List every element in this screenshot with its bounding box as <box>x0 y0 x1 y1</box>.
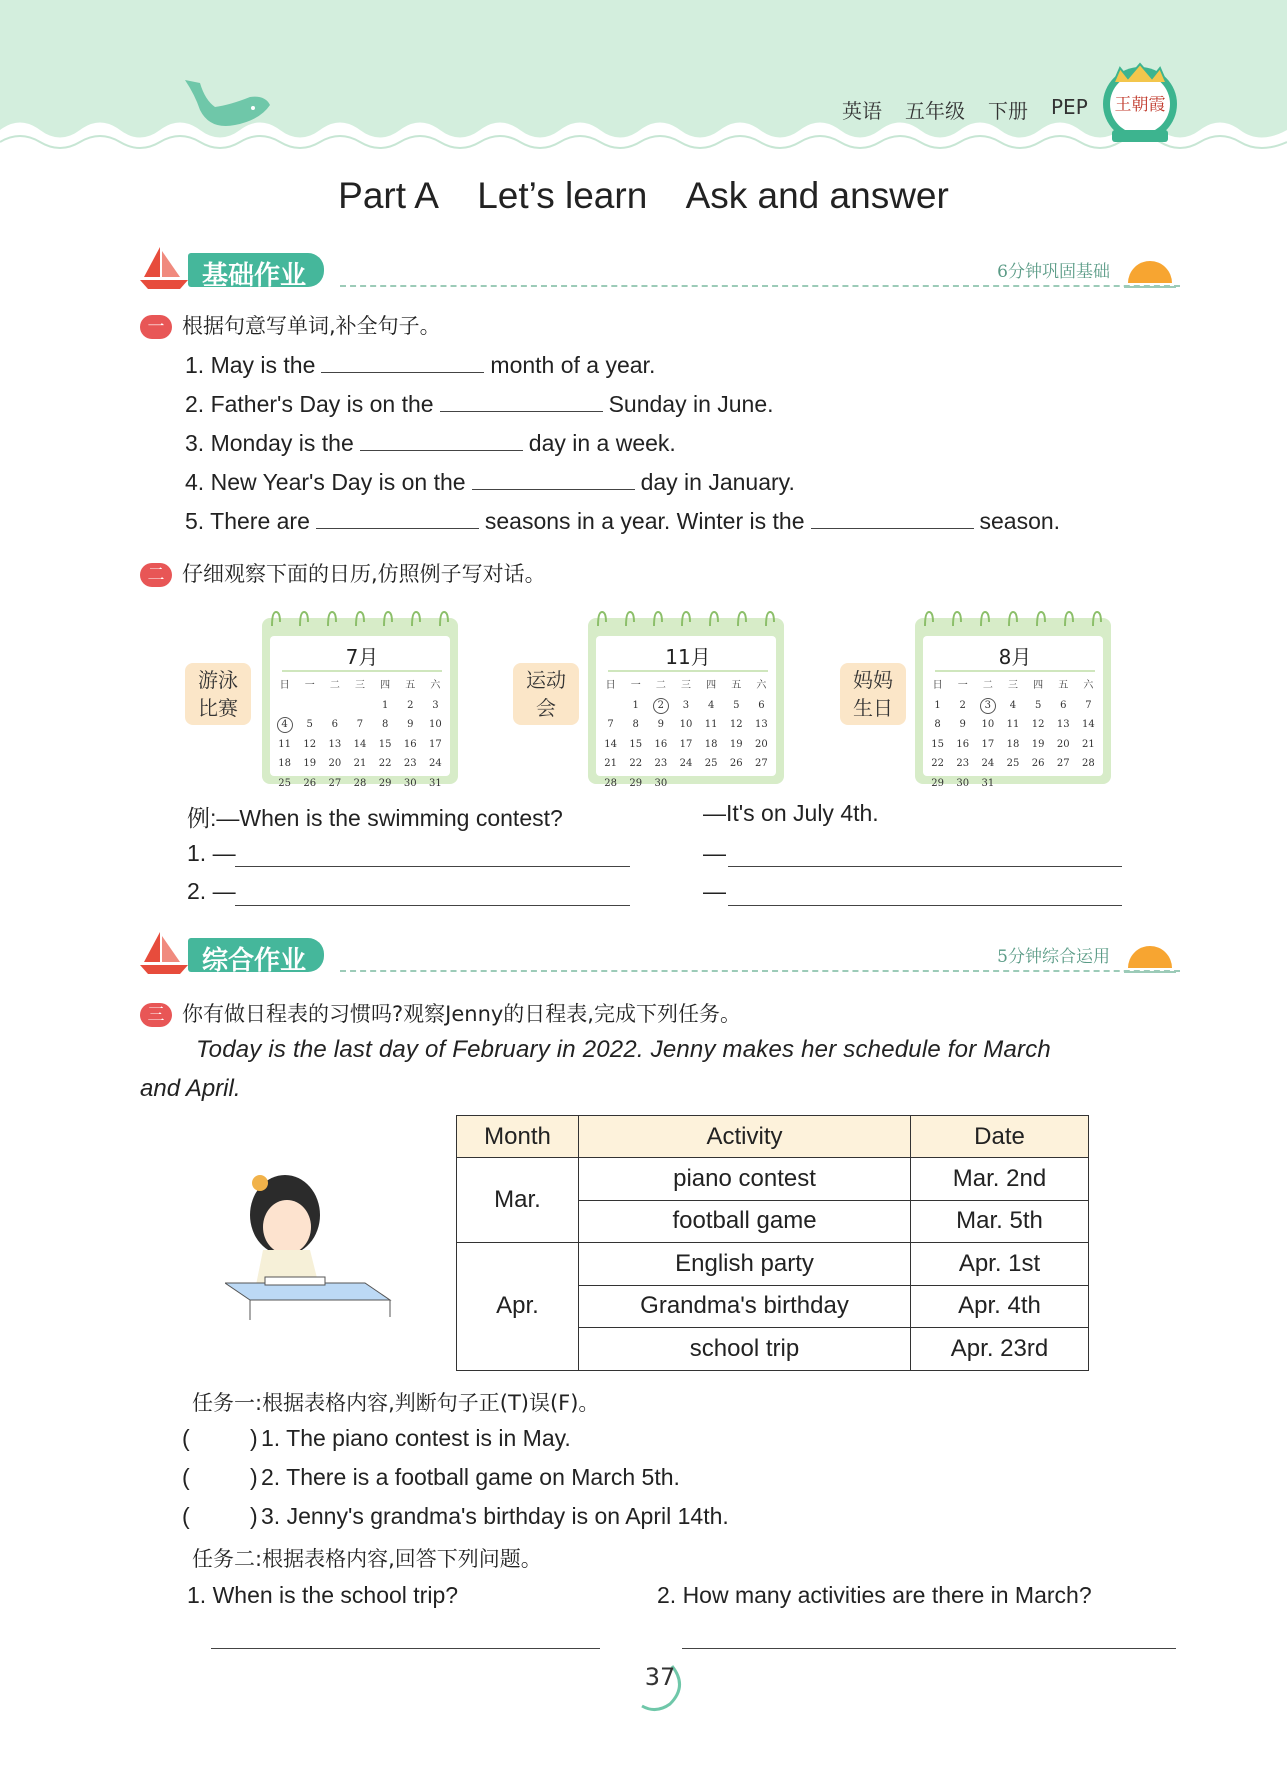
calendar-day <box>1026 774 1051 794</box>
dialog-line-label: 1. — <box>187 840 236 866</box>
calendar-day <box>699 774 724 794</box>
calendar-month: 8月 <box>935 642 1095 672</box>
calendar-day: 8 <box>381 719 389 730</box>
weekday-label: 五 <box>1058 680 1069 691</box>
question-item: 2. How many activities are there in March? <box>657 1582 1092 1608</box>
calendar-day: 28 <box>353 777 367 789</box>
calendar-day: 16 <box>956 738 970 750</box>
calendar-day: 4 <box>707 699 715 711</box>
calendar-day: 3 <box>682 699 690 711</box>
calendar-day: 28 <box>604 777 617 789</box>
calendar-day: 13 <box>1056 719 1070 730</box>
answer-line[interactable] <box>728 905 1122 906</box>
calendar-week <box>272 754 448 774</box>
calendar-day <box>673 774 698 794</box>
calendar-rings-icon <box>262 610 458 630</box>
answer-line[interactable] <box>211 1648 600 1649</box>
sailboat-icon <box>140 245 190 291</box>
weekday-label: 四 <box>706 680 717 691</box>
answer-blank[interactable] <box>811 509 974 529</box>
calendar-day: 21 <box>353 758 367 769</box>
answer-blank[interactable] <box>321 353 484 373</box>
calendar-week <box>598 735 774 755</box>
calendar-day <box>1000 774 1025 794</box>
answer-line[interactable] <box>728 866 1122 867</box>
calendar-day: 16 <box>654 738 668 750</box>
month-cell: Apr. <box>457 1243 579 1371</box>
calendar-day: 4 <box>1009 699 1017 711</box>
calendar-day <box>347 696 372 716</box>
weekday-label: 日 <box>279 680 290 691</box>
section-divider <box>340 285 1180 287</box>
calendar-day: 27 <box>328 777 342 789</box>
calendar-grid <box>272 676 448 793</box>
calendar-day: 26 <box>303 777 317 789</box>
calendar-day: 12 <box>1031 719 1045 730</box>
title-lesson: Let’s learn <box>477 175 648 216</box>
calendar-day: 7 <box>607 719 614 730</box>
calendar-day: 29 <box>931 777 944 789</box>
header-edition: PEP <box>1051 95 1088 119</box>
calendar-day: 18 <box>278 758 291 769</box>
calendar-week <box>925 754 1101 774</box>
weekday-label: 六 <box>430 680 441 691</box>
dialog-line-label: 2. — <box>187 878 236 904</box>
sailboat-icon <box>140 930 190 976</box>
sunset-icon <box>1120 942 1180 978</box>
section-basic-header <box>140 245 1180 295</box>
calendar-day: 22 <box>378 758 392 769</box>
calendar-day: 14 <box>353 738 367 750</box>
calendar-day: 4 <box>272 715 297 735</box>
calendar-day: 20 <box>328 758 342 769</box>
weekday-label: 五 <box>731 680 742 691</box>
example-answer: —It's on July 4th. <box>703 800 879 826</box>
girl-studying-illustration <box>225 1165 400 1325</box>
calendar-day: 26 <box>729 758 743 769</box>
calendar-week <box>925 715 1101 735</box>
calendar-day: 12 <box>729 719 743 730</box>
calendar-day: 10 <box>981 719 995 730</box>
task-1-instruction: 任务一:根据表格内容,判断句子正(T)误(F)。 <box>192 1391 600 1415</box>
event-tag-line: 比赛 <box>198 696 238 720</box>
calendar-month: 11月 <box>608 642 768 672</box>
answer-line[interactable] <box>682 1648 1176 1649</box>
section-label: 综合作业 <box>188 938 324 972</box>
date-cell: Mar. 2nd <box>911 1158 1089 1201</box>
calendar-day: 24 <box>429 758 442 769</box>
weekday-label: 二 <box>982 680 993 691</box>
calendar-card <box>588 618 784 789</box>
section-note: 5分钟综合运用 <box>997 947 1110 967</box>
calendar-day: 31 <box>429 777 442 789</box>
calendar-day: 25 <box>278 777 291 789</box>
calendar-week <box>272 696 448 716</box>
calendar-day <box>322 696 347 716</box>
calendar-day: 23 <box>956 758 970 769</box>
calendar-day: 17 <box>679 738 693 750</box>
calendar-day: 6 <box>758 699 765 711</box>
calendar-day: 9 <box>657 719 665 730</box>
question-instruction: 根据句意写单词,补全句子。 <box>182 314 441 338</box>
question-item: 1. When is the school trip? <box>187 1582 459 1608</box>
calendar-grid <box>925 676 1101 793</box>
event-tag-line: 会 <box>536 696 556 720</box>
calendar-day: 2 <box>648 696 673 716</box>
calendar-day: 21 <box>1082 738 1095 750</box>
calendar-day: 11 <box>704 719 718 730</box>
table-header: Activity <box>579 1116 911 1158</box>
true-false-item: ( ) 1. The piano contest is in May. <box>182 1425 571 1451</box>
passage-line-1: Today is the last day of February in 2022. Jenny makes her schedule for March <box>196 1036 1051 1063</box>
event-tag-line: 运动 <box>526 668 566 692</box>
calendar-day: 7 <box>356 719 364 730</box>
calendar-day: 5 <box>733 699 740 711</box>
calendar-day <box>1051 774 1076 794</box>
calendar-day <box>724 774 749 794</box>
calendar-week <box>598 774 774 794</box>
calendar-day: 14 <box>604 738 617 750</box>
table-header: Month <box>457 1116 579 1158</box>
calendar-day: 21 <box>604 758 617 769</box>
question-2-heading <box>140 558 546 588</box>
table-header: Date <box>911 1116 1089 1158</box>
section-note: 6分钟巩固基础 <box>997 262 1110 282</box>
question-number-badge: 一 <box>140 315 172 339</box>
calendar-day: 30 <box>403 777 417 789</box>
weekday-row <box>272 676 448 696</box>
calendar-day: 17 <box>429 738 442 750</box>
fill-blank-line: 1. May is the month of a year. <box>185 352 656 378</box>
calendar-day <box>297 696 322 716</box>
date-cell: Mar. 5th <box>911 1200 1089 1243</box>
weekday-label: 四 <box>1033 680 1044 691</box>
calendar-rings-icon <box>588 610 784 630</box>
calendar-day: 25 <box>1006 758 1020 769</box>
calendar-day: 6 <box>331 719 339 730</box>
calendar-day: 2 <box>959 699 966 711</box>
calendar-week <box>272 774 448 794</box>
calendar-week <box>272 715 448 735</box>
question-instruction: 你有做日程表的习惯吗?观察Jenny的日程表,完成下列任务。 <box>182 1002 741 1026</box>
calendar-day: 9 <box>959 719 966 730</box>
calendar-day: 29 <box>378 777 392 789</box>
calendar-day: 12 <box>303 738 317 750</box>
calendar-day: 18 <box>704 738 718 750</box>
dialog-dash: — <box>703 840 726 866</box>
calendar-day <box>598 696 623 716</box>
calendar-day: 9 <box>407 719 414 730</box>
weekday-row <box>598 676 774 696</box>
calendar-day: 20 <box>1056 738 1070 750</box>
calendar-day: 15 <box>931 738 944 750</box>
activity-cell: football game <box>579 1200 911 1243</box>
calendar-day: 3 <box>975 696 1000 716</box>
fill-blank-line: 4. New Year's Day is on the day in January. <box>185 469 795 495</box>
calendar-day: 11 <box>1006 719 1020 730</box>
weekday-label: 二 <box>329 680 340 691</box>
calendar-day: 13 <box>755 719 768 730</box>
question-instruction: 仔细观察下面的日历,仿照例子写对话。 <box>182 562 546 586</box>
whale-icon <box>175 75 275 135</box>
date-cell: Apr. 4th <box>911 1285 1089 1328</box>
calendar-week <box>598 696 774 716</box>
weekday-label: 一 <box>957 680 968 691</box>
event-tag <box>185 663 251 725</box>
calendar-month: 7月 <box>282 642 442 672</box>
calendar-day: 10 <box>429 719 442 730</box>
activity-cell: Grandma's birthday <box>579 1285 911 1328</box>
calendar-day: 19 <box>729 738 743 750</box>
calendar-grid <box>598 676 774 793</box>
activity-cell: English party <box>579 1243 911 1286</box>
calendar-day: 30 <box>654 777 668 789</box>
calendar-week <box>272 735 448 755</box>
weekday-label: 六 <box>756 680 767 691</box>
fill-blank-line: 5. There are seasons in a year. Winter is the season. <box>185 508 1061 534</box>
fill-blank-line: 3. Monday is the day in a week. <box>185 430 676 456</box>
activity-cell: piano contest <box>579 1158 911 1201</box>
page-number: 37 <box>644 1663 676 1691</box>
calendar-day: 1 <box>381 699 389 711</box>
calendar-day: 8 <box>632 719 639 730</box>
question-number-badge: 二 <box>140 563 172 587</box>
answer-blank[interactable] <box>360 431 523 451</box>
calendar-day: 6 <box>1060 699 1067 711</box>
calendar-week <box>925 696 1101 716</box>
answer-line[interactable] <box>235 866 630 867</box>
weekday-label: 二 <box>655 680 666 691</box>
calendar-day: 7 <box>1085 699 1092 711</box>
calendar-card <box>262 618 458 789</box>
answer-blank[interactable] <box>472 470 635 490</box>
fill-blank-line: 2. Father's Day is on the Sunday in June. <box>185 391 774 417</box>
calendar-week <box>598 715 774 735</box>
calendar-day: 10 <box>679 719 693 730</box>
example-question: 例:—When is the swimming contest? <box>187 805 563 831</box>
question-number-badge: 三 <box>140 1003 172 1027</box>
calendar-day: 27 <box>1056 758 1070 769</box>
calendar-day: 22 <box>629 758 643 769</box>
sunset-icon <box>1120 257 1180 293</box>
true-false-item: ( ) 2. There is a football game on March 5th. <box>182 1464 680 1490</box>
calendar-day: 31 <box>981 777 995 789</box>
calendar-day <box>272 696 297 716</box>
calendar-day: 27 <box>755 758 768 769</box>
brand-badge-icon <box>1100 60 1180 146</box>
answer-blank[interactable] <box>316 509 479 529</box>
weekday-row <box>925 676 1101 696</box>
calendar-day: 29 <box>629 777 643 789</box>
calendar-day: 16 <box>403 738 417 750</box>
weekday-label: 六 <box>1083 680 1094 691</box>
weekday-label: 日 <box>605 680 616 691</box>
question-3-heading <box>140 998 741 1028</box>
calendar-day: 24 <box>981 758 995 769</box>
event-tag-line: 游泳 <box>198 668 238 692</box>
calendar-day: 15 <box>378 738 392 750</box>
calendar-day: 11 <box>278 738 291 750</box>
weekday-label: 一 <box>304 680 315 691</box>
calendar-day: 1 <box>934 699 941 711</box>
event-tag-line: 生日 <box>853 696 893 720</box>
weekday-label: 三 <box>354 680 365 691</box>
calendar-day: 8 <box>934 719 941 730</box>
schedule-table <box>456 1115 1089 1371</box>
calendar-day: 20 <box>755 738 768 750</box>
month-cell: Mar. <box>457 1158 579 1243</box>
calendar-week <box>925 735 1101 755</box>
weekday-label: 一 <box>630 680 641 691</box>
table-row <box>457 1158 1089 1201</box>
calendar-day: 18 <box>1006 738 1020 750</box>
calendar-week <box>598 754 774 774</box>
calendar-day: 5 <box>306 719 313 730</box>
title-topic: Ask and answer <box>685 175 949 216</box>
weekday-label: 日 <box>932 680 943 691</box>
true-false-item: ( ) 3. Jenny's grandma's birthday is on April 14th. <box>182 1503 729 1529</box>
calendar-day: 19 <box>1031 738 1045 750</box>
calendar-week <box>925 774 1101 794</box>
weekday-label: 三 <box>680 680 691 691</box>
calendar-day: 22 <box>931 758 944 769</box>
dialog-dash: — <box>703 878 726 904</box>
calendar-day: 28 <box>1082 758 1095 769</box>
task-2-instruction: 任务二:根据表格内容,回答下列问题。 <box>192 1547 542 1571</box>
calendar-day: 25 <box>704 758 718 769</box>
page-title <box>0 175 1287 217</box>
date-cell: Apr. 23rd <box>911 1328 1089 1371</box>
answer-blank[interactable] <box>440 392 603 412</box>
answer-line[interactable] <box>235 905 630 906</box>
calendar-day: 15 <box>629 738 643 750</box>
calendar-day <box>1076 774 1101 794</box>
passage-line-2: and April. <box>140 1075 241 1102</box>
calendar-rings-icon <box>915 610 1111 630</box>
date-cell: Apr. 1st <box>911 1243 1089 1286</box>
calendar-day: 1 <box>632 699 639 711</box>
calendar-day: 24 <box>679 758 693 769</box>
calendar-day: 30 <box>956 777 970 789</box>
section-label: 基础作业 <box>188 253 324 287</box>
calendar-day: 19 <box>303 758 317 769</box>
header-grade: 五年级 <box>905 99 965 123</box>
section-comprehensive-header <box>140 930 1180 980</box>
event-tag <box>840 663 906 725</box>
question-1-heading <box>140 310 441 340</box>
weekday-label: 三 <box>1007 680 1018 691</box>
calendar-day: 17 <box>981 738 995 750</box>
calendar-day: 5 <box>1034 699 1042 711</box>
calendar-day: 14 <box>1082 719 1095 730</box>
calendar-day: 23 <box>654 758 668 769</box>
calendar-day: 2 <box>407 699 414 711</box>
event-tag <box>513 663 579 725</box>
calendar-day: 26 <box>1031 758 1045 769</box>
calendar-day: 13 <box>328 738 342 750</box>
activity-cell: school trip <box>579 1328 911 1371</box>
weekday-label: 四 <box>380 680 391 691</box>
brand-text: 王朝霞 <box>1114 95 1166 115</box>
table-row <box>457 1243 1089 1286</box>
calendar-day <box>749 774 774 794</box>
event-tag-line: 妈妈 <box>853 668 893 692</box>
section-divider <box>340 970 1180 972</box>
calendar-day: 3 <box>432 699 439 711</box>
calendar-card <box>915 618 1111 789</box>
title-part: Part A <box>338 175 439 216</box>
header-subject: 英语 <box>842 99 882 123</box>
weekday-label: 五 <box>405 680 416 691</box>
calendar-day: 23 <box>403 758 417 769</box>
header-volume: 下册 <box>988 99 1028 123</box>
